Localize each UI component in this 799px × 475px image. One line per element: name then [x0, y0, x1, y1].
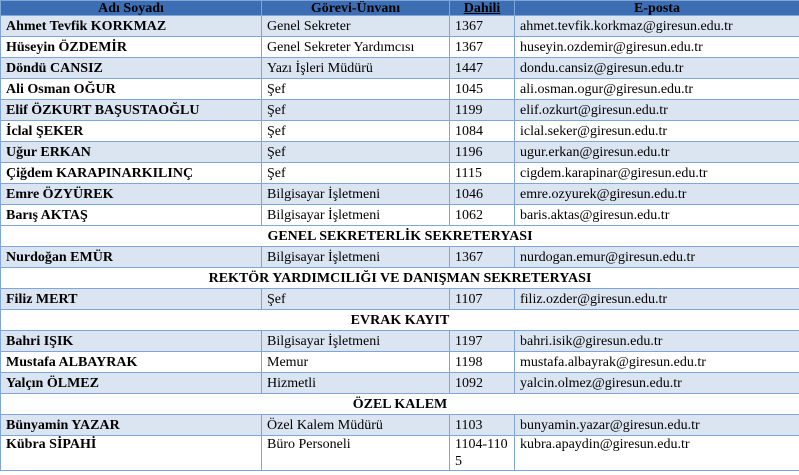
cell-email: ali.osman.ogur@giresun.edu.tr — [515, 79, 799, 100]
header-title: Görevi-Ünvanı — [262, 1, 450, 16]
section-title: REKTÖR YARDIMCILIĞI VE DANIŞMAN SEKRETERYASI — [1, 268, 799, 289]
table-row — [1, 373, 799, 394]
section-title: EVRAK KAYIT — [1, 310, 799, 331]
cell-ext: 1196 — [450, 142, 515, 163]
cell-name: Ahmet Tevfik KORKMAZ — [1, 16, 262, 37]
table-row — [1, 142, 799, 163]
table-row — [1, 331, 799, 352]
cell-email: emre.ozyurek@giresun.edu.tr — [515, 184, 799, 205]
cell-ext: 1104-1105 — [450, 436, 515, 471]
cell-name: Mustafa ALBAYRAK — [1, 352, 262, 373]
cell-name: Emre ÖZYÜREK — [1, 184, 262, 205]
cell-name: Hüseyin ÖZDEMİR — [1, 37, 262, 58]
cell-ext: 1447 — [450, 58, 515, 79]
cell-ext: 1092 — [450, 373, 515, 394]
cell-title: Bilgisayar İşletmeni — [262, 331, 450, 352]
header-name: Adı Soyadı — [1, 1, 262, 16]
cell-title: Yazı İşleri Müdürü — [262, 58, 450, 79]
section-row — [1, 394, 799, 415]
cell-name: Barış AKTAŞ — [1, 205, 262, 226]
cell-title: Genel Sekreter Yardımcısı — [262, 37, 450, 58]
cell-title: Şef — [262, 289, 450, 310]
table-row — [1, 37, 799, 58]
cell-title: Hizmetli — [262, 373, 450, 394]
cell-name: Bünyamin YAZAR — [1, 415, 262, 436]
table-row — [1, 205, 799, 226]
cell-name: Ali Osman OĞUR — [1, 79, 262, 100]
section-row — [1, 310, 799, 331]
cell-name: Çiğdem KARAPINARKILINÇ — [1, 163, 262, 184]
header-ext — [450, 1, 515, 16]
cell-email: nurdogan.emur@giresun.edu.tr — [515, 247, 799, 268]
header-row — [1, 1, 799, 16]
table-row — [1, 163, 799, 184]
table-row — [1, 16, 799, 37]
cell-ext: 1084 — [450, 121, 515, 142]
cell-title: Bilgisayar İşletmeni — [262, 184, 450, 205]
table-body — [1, 16, 799, 471]
table-row — [1, 184, 799, 205]
table-row — [1, 79, 799, 100]
cell-title: Şef — [262, 121, 450, 142]
cell-title: Şef — [262, 163, 450, 184]
cell-title: Şef — [262, 100, 450, 121]
cell-title: Bilgisayar İşletmeni — [262, 247, 450, 268]
cell-email: huseyin.ozdemir@giresun.edu.tr — [515, 37, 799, 58]
section-row — [1, 268, 799, 289]
cell-email: dondu.cansiz@giresun.edu.tr — [515, 58, 799, 79]
cell-name: Filiz MERT — [1, 289, 262, 310]
cell-ext: 1367 — [450, 16, 515, 37]
cell-ext: 1045 — [450, 79, 515, 100]
cell-title: Şef — [262, 79, 450, 100]
cell-title: Özel Kalem Müdürü — [262, 415, 450, 436]
header-email: E-posta — [515, 1, 799, 16]
cell-name: Bahri IŞIK — [1, 331, 262, 352]
section-title: ÖZEL KALEM — [1, 394, 799, 415]
table-row — [1, 415, 799, 436]
cell-email: mustafa.albayrak@giresun.edu.tr — [515, 352, 799, 373]
cell-ext: 1367 — [450, 37, 515, 58]
cell-ext: 1115 — [450, 163, 515, 184]
cell-name: Nurdoğan EMÜR — [1, 247, 262, 268]
cell-email: bahri.isik@giresun.edu.tr — [515, 331, 799, 352]
cell-email: filiz.ozder@giresun.edu.tr — [515, 289, 799, 310]
section-row — [1, 226, 799, 247]
table-row — [1, 436, 799, 471]
table-row — [1, 100, 799, 121]
cell-title: Bilgisayar İşletmeni — [262, 205, 450, 226]
cell-email: elif.ozkurt@giresun.edu.tr — [515, 100, 799, 121]
table-row — [1, 121, 799, 142]
cell-name: İclal ŞEKER — [1, 121, 262, 142]
cell-ext: 1062 — [450, 205, 515, 226]
table-row — [1, 289, 799, 310]
section-title: GENEL SEKRETERLİK SEKRETERYASI — [1, 226, 799, 247]
cell-name: Elif ÖZKURT BAŞUSTAOĞLU — [1, 100, 262, 121]
cell-email: kubra.apaydin@giresun.edu.tr — [515, 436, 799, 471]
cell-name: Uğur ERKAN — [1, 142, 262, 163]
cell-ext: 1103 — [450, 415, 515, 436]
cell-email: ahmet.tevfik.korkmaz@giresun.edu.tr — [515, 16, 799, 37]
cell-name: Yalçın ÖLMEZ — [1, 373, 262, 394]
cell-email: baris.aktas@giresun.edu.tr — [515, 205, 799, 226]
header-ext-label: Dahili — [463, 0, 501, 16]
cell-title: Büro Personeli — [262, 436, 450, 471]
cell-ext: 1198 — [450, 352, 515, 373]
cell-email: cigdem.karapinar@giresun.edu.tr — [515, 163, 799, 184]
table-row — [1, 352, 799, 373]
cell-name: Döndü CANSIZ — [1, 58, 262, 79]
cell-email: bunyamin.yazar@giresun.edu.tr — [515, 415, 799, 436]
cell-name: Kübra SİPAHİ — [1, 436, 262, 471]
cell-email: iclal.seker@giresun.edu.tr — [515, 121, 799, 142]
cell-ext: 1367 — [450, 247, 515, 268]
cell-ext: 1107 — [450, 289, 515, 310]
cell-email: yalcin.olmez@giresun.edu.tr — [515, 373, 799, 394]
table-row — [1, 58, 799, 79]
cell-ext: 1197 — [450, 331, 515, 352]
cell-title: Şef — [262, 142, 450, 163]
cell-ext: 1199 — [450, 100, 515, 121]
cell-title: Memur — [262, 352, 450, 373]
cell-email: ugur.erkan@giresun.edu.tr — [515, 142, 799, 163]
cell-title: Genel Sekreter — [262, 16, 450, 37]
cell-ext: 1046 — [450, 184, 515, 205]
table-row — [1, 247, 799, 268]
